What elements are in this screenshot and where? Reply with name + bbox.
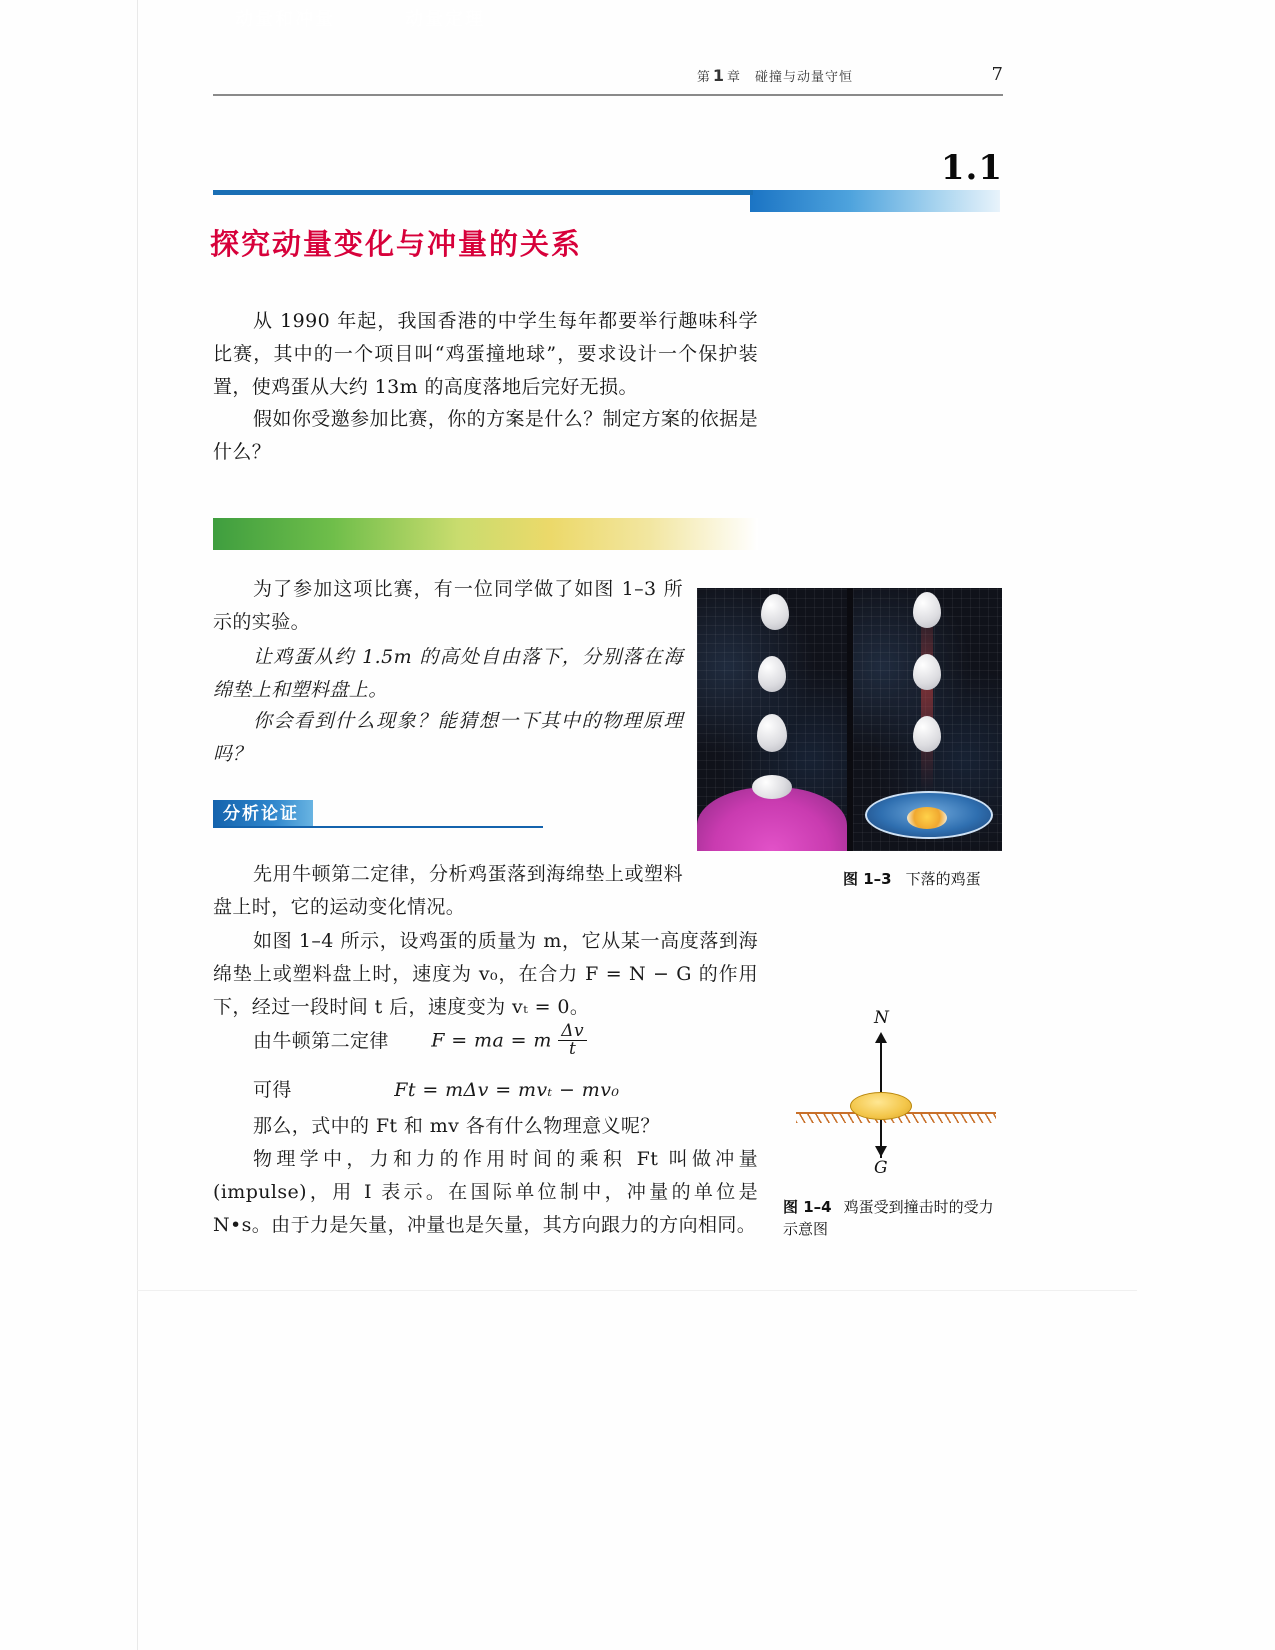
running-head-text [697,66,853,85]
egg-icon [752,775,792,799]
experiment-paragraph-3: 你会看到什么现象？能猜想一下其中的物理原理吗？ [213,710,683,765]
page-title: 探究动量变化与冲量的关系 [210,227,583,261]
egg-icon [913,654,941,690]
figure-1-3-image [697,588,1002,851]
force-g-arrowhead-icon [875,1146,887,1157]
formula-row-2 [253,1075,619,1105]
analysis-paragraph-2: 如图 1–4 所示，设鸡蛋的质量为 m，它从某一高度落到海绵垫上或塑料盘上时，速度为 v₀，在合力 F = N − G 的作用下，经过一段时间 t 后，速度变为 vₜ = 0。 [213,930,758,1018]
formula-1-fraction [558,1023,587,1058]
section-gradient-bar [750,190,1000,212]
formula-row-1 [253,1021,587,1059]
figure-1-3-right-strip [853,588,1003,851]
formula-2-body: Ft = mΔv = mvₜ − mv₀ [394,1079,620,1101]
formula-1-body [431,1021,587,1059]
figure-1-4-caption [783,1196,1008,1240]
figure-1-4-number: 图 1–4 [783,1198,832,1216]
page-number: 7 [991,64,1003,85]
running-head-chapter-title: 章 碰撞与动量守恒 [726,70,853,85]
band-label-momentum-theorem: 动量定理 [405,9,485,30]
intro-paragraph-1: 从 1990 年起，我国香港的中学生每年都要举行趣味科学比赛，其中的一个项目叫“鸡蛋撞地球”，要求设计一个保护装置，使鸡蛋从大约 13m 的高度落地后完好无损。 [213,310,758,398]
egg-icon [913,716,941,752]
broken-egg-icon [907,807,947,829]
figure-1-3-number: 图 1–3 [843,870,892,888]
analysis-paragraph-4: 物理学中，力和力的作用时间的乘积 Ft 叫做冲量(impulse)，用 I 表示。在国际单位制中，冲量的单位是 N•s。由于力是矢量，冲量也是矢量，其方向跟力的方向相同。 [213,1148,758,1236]
egg-icon [758,656,786,692]
analysis-paragraph-3: 那么，式中的 Ft 和 mv 各有什么物理意义呢？ [253,1115,660,1137]
figure-1-4-diagram [790,1008,1010,1178]
analysis-tag-label: 分析论证 [223,804,299,824]
page-bottom-edge [137,1290,1137,1291]
running-head-prefix: 第 [696,70,711,85]
intro-paragraph-2: 假如你受邀参加比赛，你的方案是什么？制定方案的依据是什么？ [213,408,758,463]
analysis-tag-rule [213,826,543,828]
section-title-rule [213,190,753,195]
analysis-paragraph-1: 先用牛顿第二定律，分析鸡蛋落到海绵垫上或塑料盘上时，它的运动变化情况。 [213,863,683,918]
egg-icon [761,594,789,630]
figure-1-4-caption-text: 鸡蛋受到撞击时的受力示意图 [783,1198,994,1238]
egg-icon [913,592,941,628]
page-left-edge [137,0,138,1650]
formula-2-label: 可得 [253,1079,292,1101]
egg-icon [850,1092,912,1120]
figure-1-3-left-strip [697,588,847,851]
section-number: 1.1 [940,148,1003,188]
formula-1-label: 由牛顿第二定律 [253,1029,389,1052]
running-head-rule [213,94,1003,96]
band-label-momentum-impulse: 动量和冲量 [235,9,335,30]
egg-icon [757,714,787,752]
formula-1-denominator: t [558,1040,587,1058]
running-head-chapter-number: 1 [712,66,725,85]
force-label-g: G [874,1158,888,1178]
figure-1-3-caption-text: 下落的鸡蛋 [905,870,981,888]
section-heading-band [213,518,758,550]
formula-1-lhs: F = ma = m [431,1029,552,1052]
formula-1-numerator: Δv [561,1021,584,1041]
running-head [213,66,1003,96]
experiment-paragraph-1: 为了参加这项比赛，有一位同学做了如图 1–3 所示的实验。 [213,578,683,633]
figure-1-3-caption [843,868,981,889]
experiment-paragraph-2: 让鸡蛋从约 1.5m 的高处自由落下，分别落在海绵垫上和塑料盘上。 [213,646,683,701]
force-label-n: N [874,1008,889,1028]
analysis-tag [213,800,313,826]
